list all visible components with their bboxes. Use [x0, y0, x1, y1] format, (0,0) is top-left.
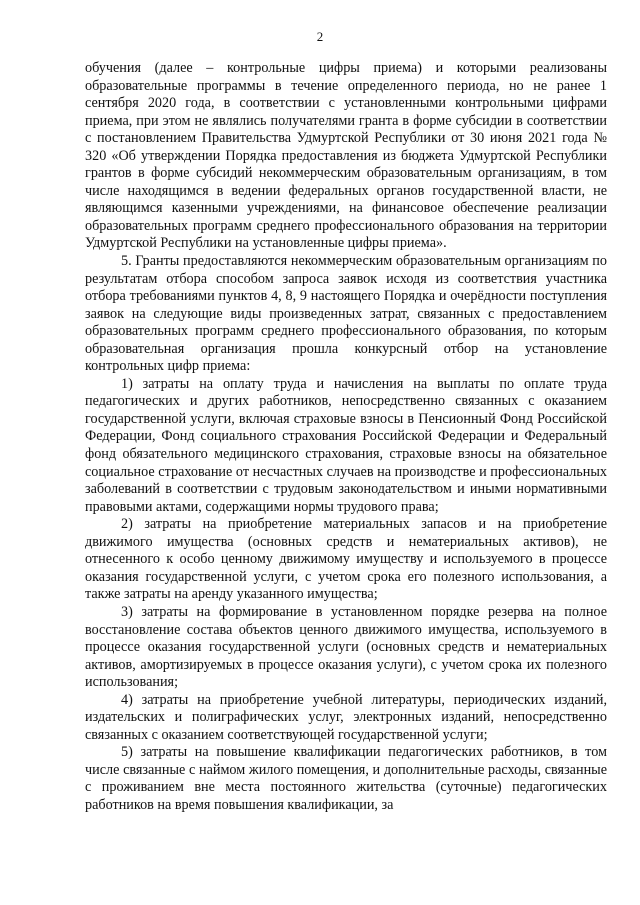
- paragraph-item-5: 5. Гранты предоставляются некоммерческим образовательным организациям по результатам отбора способом запроса заявок исходя из соответствия участника отбора требованиями пунктов 4, 8, 9 настоящего Порядка и очерёдности поступления заявок на следующие виды произведенных затрат, связанных с предоставлением образовательных программ среднего профессионального образования, по которым образовательная организация прошла конкурсный отбор на установление контрольных цифр приема:: [85, 253, 607, 375]
- paragraph-subitem-4: 4) затраты на приобретение учебной литературы, периодических изданий, издательских и полиграфических услуг, электронных изданий, непосредственно связанных с оказанием соответствующей государственной услуги;: [85, 691, 607, 743]
- paragraph-continuation: обучения (далее – контрольные цифры приема) и которыми реализованы образовательные программы в течение определенного периода, но не ранее 1 сентября 2020 года, в соответствии с установленными контрольными цифрами приема, при этом не являлись получателями гранта в форме субсидии в соответствии с постановлением Правительства Удмуртской Республики от 30 июня 2021 года № 320 «Об утверждении Порядка предоставления из бюджета Удмуртской Республики грантов в форме субсидий некоммерческим образовательным организациям, в том числе находящимся в ведении федеральных органов государственной власти, не являющимся казенными учреждениями, на финансовое обеспечение реализации образовательных программ среднего профессионального образования на территории Удмуртской Республики на установленные цифры приема».: [85, 60, 607, 252]
- paragraph-subitem-2: 2) затраты на приобретение материальных запасов и на приобретение движимого имущества (основных средств и нематериальных активов), не отнесенного к особо ценному движимому имуществу и используемого в процессе оказания государственной услуги, с учетом срока его полезного использования, а также затраты на аренду указанного имущества;: [85, 516, 607, 603]
- paragraph-subitem-5: 5) затраты на повышение квалификации педагогических работников, в том числе связанные с наймом жилого помещения, и дополнительные расходы, связанные с проживанием вне места постоянного жительства (суточные) педагогических работников на время повышения квалификации, за: [85, 744, 607, 813]
- paragraph-subitem-1: 1) затраты на оплату труда и начисления на выплаты по оплате труда педагогических и других работников, непосредственно связанных с оказанием государственной услуги, включая страховые взносы в Пенсионный Фонд Российской Федерации, Фонд социального страхования Российской Федерации и Федеральный фонд обязательного медицинского страхования, страховые взносы на обязательное социальное страхование от несчастных случаев на производстве и профессиональных заболеваний в соответствии с трудовым законодательством и иными нормативными правовыми актами, содержащими нормы трудового права;: [85, 375, 607, 515]
- paragraph-subitem-3: 3) затраты на формирование в установленном порядке резерва на полное восстановление состава объектов ценного движимого имущества, используемого в процессе оказания государственной услуги (основных средств и нематериальных активов, амортизируемых в процессе оказания услуги), с учетом срока их полезного использования;: [85, 603, 607, 691]
- page-number: 2: [316, 29, 324, 44]
- document-body: [85, 60, 607, 815]
